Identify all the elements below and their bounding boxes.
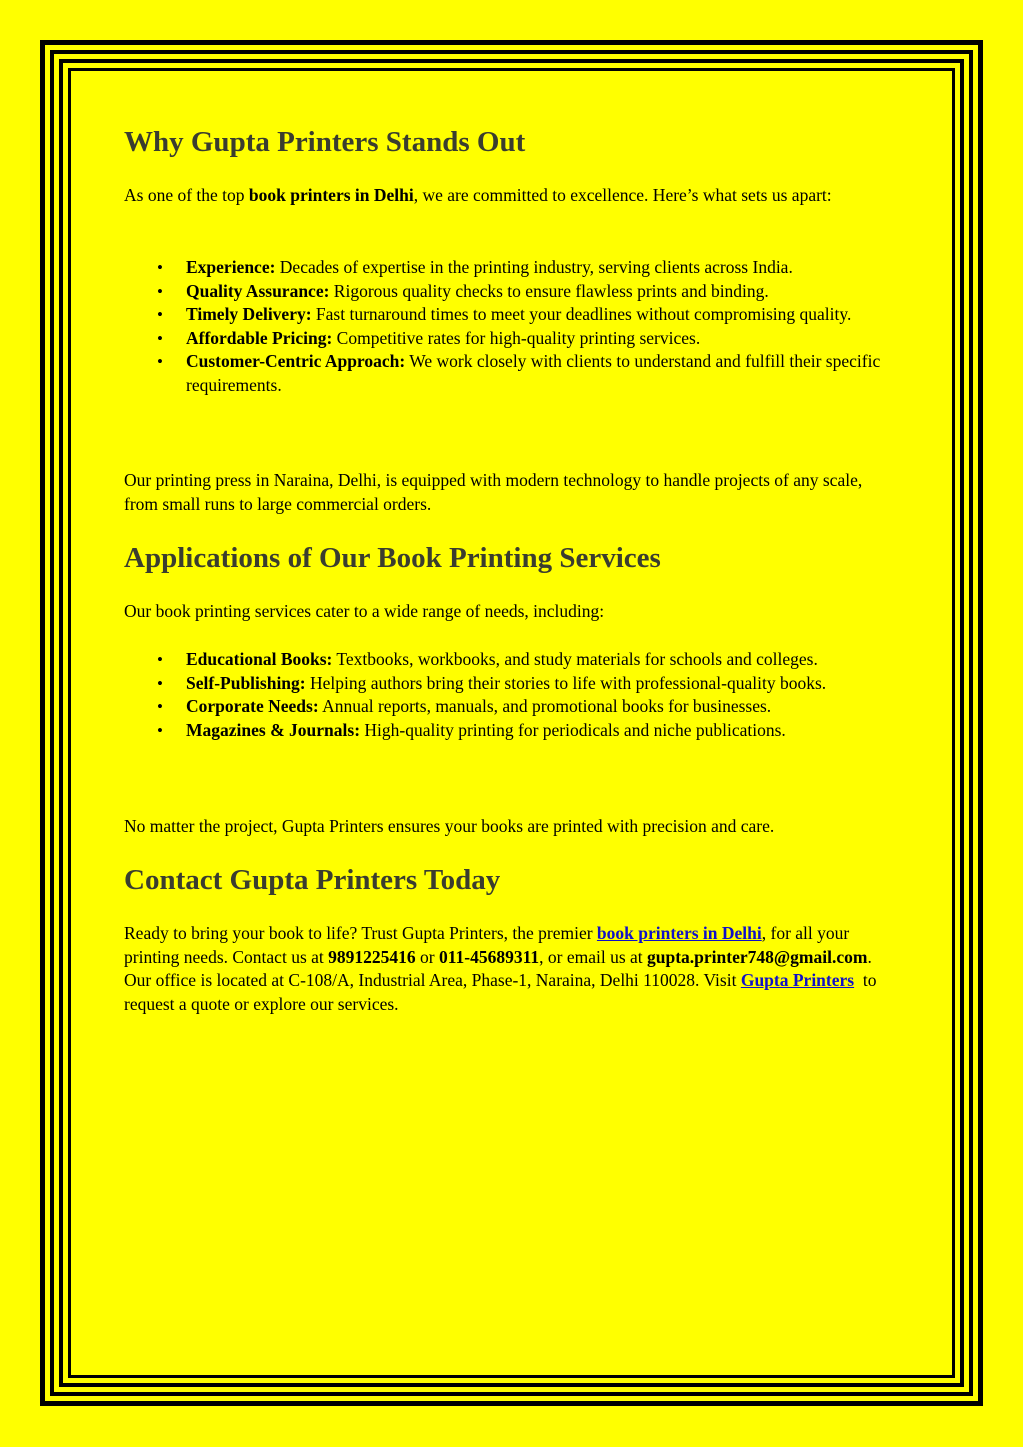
intro-paragraph — [124, 184, 899, 208]
applications-list — [124, 648, 899, 742]
list-item — [124, 350, 899, 397]
heading-applications: Applications of Our Book Printing Services — [124, 542, 661, 574]
contact-text: Ready to bring your book to life? Trust Gupta Printers, the premier — [124, 923, 597, 943]
list-item-text: Annual reports, manuals, and promotional books for businesses. — [318, 696, 772, 716]
contact-text: , or email us at — [539, 946, 648, 967]
list-item-label: Educational Books: — [186, 649, 333, 669]
intro-text-end: , we are committed to excellence. Here’s what sets us apart: — [413, 185, 832, 205]
applications-intro: Our book printing services cater to a wide range of needs, including: — [124, 601, 605, 621]
list-item — [124, 719, 899, 743]
list-item — [124, 280, 899, 304]
list-item — [124, 327, 899, 351]
intro-text: As one of the top — [124, 185, 249, 205]
list-item — [124, 648, 899, 672]
list-item-label: Self-Publishing: — [186, 672, 306, 693]
list-item — [124, 695, 899, 719]
list-item-text: Competitive rates for high-quality printing services. — [332, 327, 701, 348]
list-item-text: We work closely with clients to understand and fulfill their specific requirements. — [186, 351, 881, 395]
list-item-text: Rigorous quality checks to ensure flawless prints and binding. — [329, 280, 769, 301]
heading-contact: Contact Gupta Printers Today — [124, 864, 501, 896]
list-item-label: Customer-Centric Approach: — [186, 351, 406, 371]
list-item-label: Corporate Needs: — [186, 696, 319, 716]
list-item-label: Experience: — [186, 257, 276, 277]
list-item-text: High-quality printing for periodicals and niche publications. — [360, 719, 786, 740]
email-address: gupta.printer748@gmail.com — [647, 946, 868, 967]
list-item-label: Timely Delivery: — [186, 304, 312, 324]
phone-number-mobile: 9891225416 — [328, 946, 416, 967]
benefits-list — [124, 256, 899, 397]
list-item — [124, 256, 899, 280]
contact-text: , for all your printing needs. Contact us at — [124, 923, 850, 967]
intro-bold-text: book printers in Delhi — [248, 185, 414, 205]
list-item-text: Textbooks, workbooks, and study materials for schools and colleges. — [332, 649, 818, 669]
list-item-text: Decades of expertise in the printing industry, serving clients across India. — [275, 257, 793, 277]
applications-closing: No matter the project, Gupta Printers ensures your books are printed with precision and care. — [124, 816, 775, 836]
gupta-printers-link[interactable]: Gupta Printers — [740, 970, 855, 990]
list-item-label: Affordable Pricing: — [186, 327, 333, 348]
list-item-text: Helping authors bring their stories to life with professional-quality books. — [305, 672, 827, 693]
list-item-text: Fast turnaround times to meet your deadlines without compromising quality. — [311, 304, 852, 324]
phone-number-landline: 011-45689311 — [438, 946, 540, 967]
contact-text: . Our office is located at C-108/A, Industrial Area, Phase-1, Naraina, Delhi 110028. Visit — [124, 946, 872, 990]
book-printers-link[interactable]: book printers in Delhi — [596, 923, 762, 943]
list-item-label: Magazines & Journals: — [186, 719, 361, 740]
list-item — [124, 303, 899, 327]
contact-text: or — [415, 946, 439, 967]
contact-text: to request a quote or explore our services. — [124, 970, 881, 1014]
heading-why-stands-out: Why Gupta Printers Stands Out — [124, 126, 526, 158]
list-item-label: Quality Assurance: — [186, 280, 330, 301]
list-item — [124, 672, 899, 696]
contact-paragraph — [124, 922, 899, 1016]
press-paragraph: Our printing press in Naraina, Delhi, is equipped with modern technology to handle projects of any scale, from small runs to large commercial orders. — [124, 470, 863, 514]
